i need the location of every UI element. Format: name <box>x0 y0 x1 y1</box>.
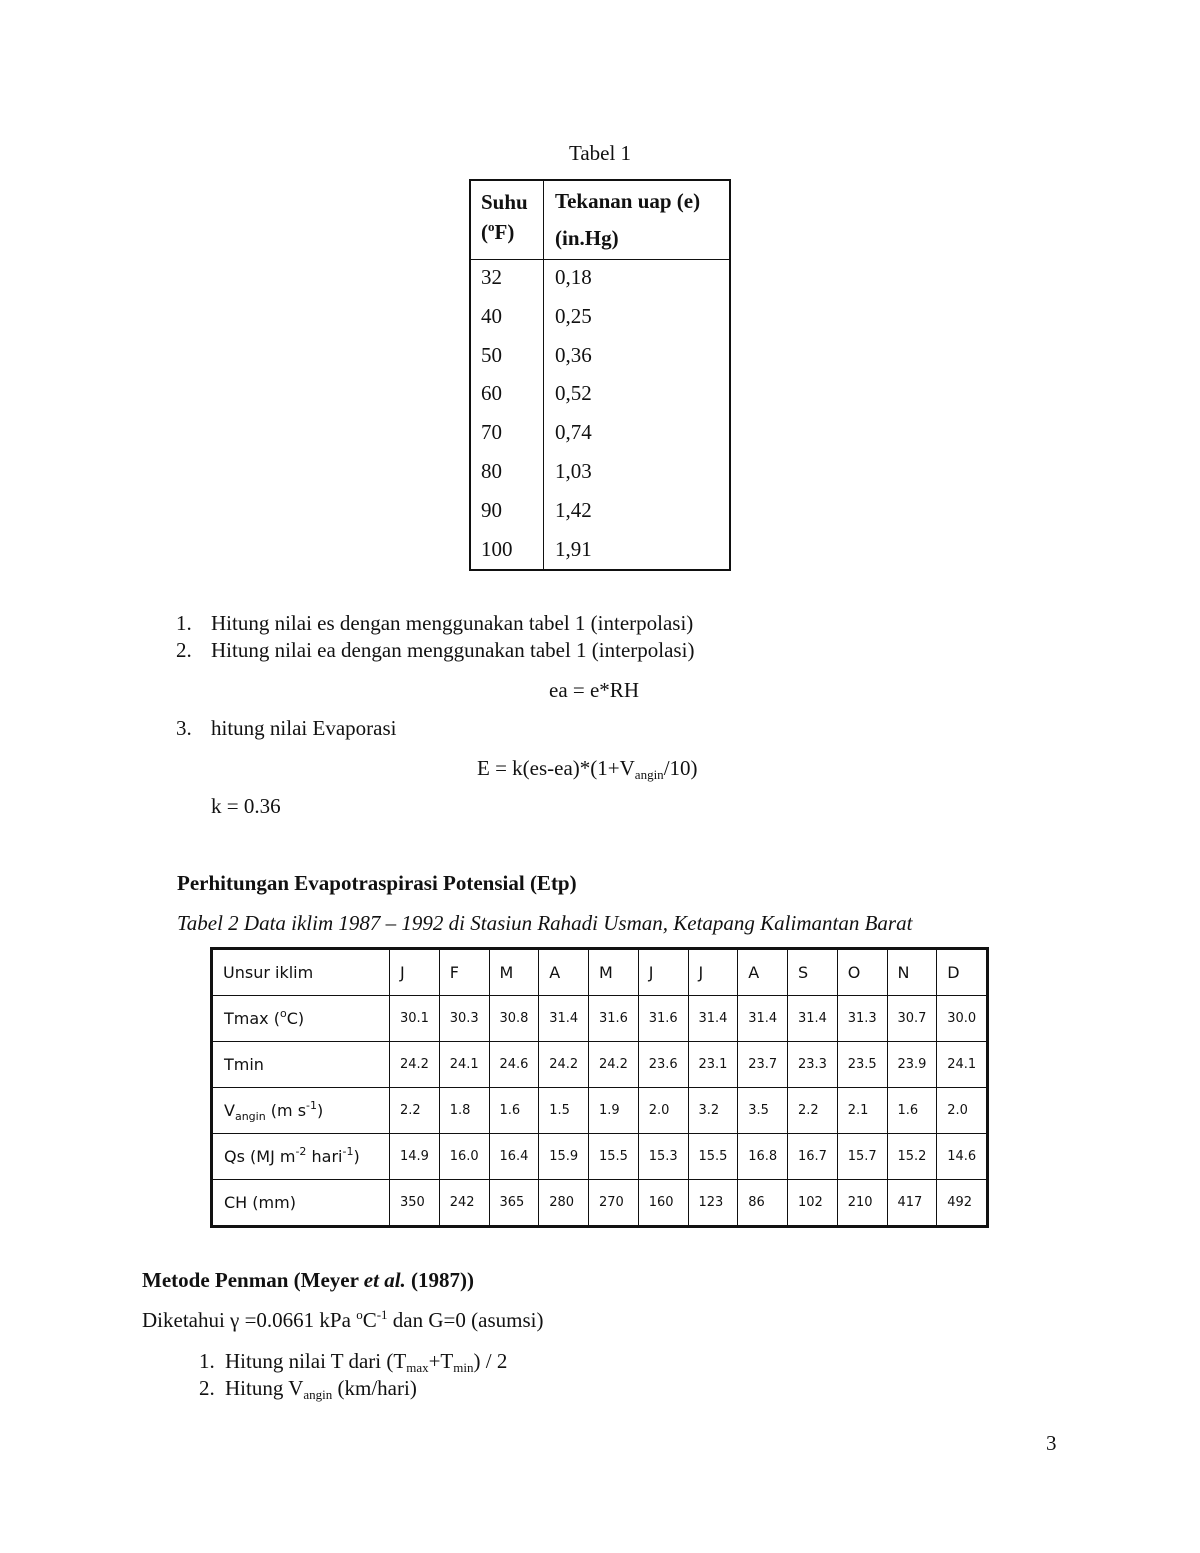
table2-cell-vangin: 1.6 <box>489 1088 539 1134</box>
table2-cell-qs: 16.4 <box>489 1134 539 1180</box>
table1-suhu-cell: 80 <box>481 459 502 483</box>
table2-cell-vangin: 2.1 <box>837 1088 887 1134</box>
table2-row-tmax <box>213 996 987 1042</box>
table1-column-divider <box>543 181 544 569</box>
table2-cell-tmax: 31.4 <box>539 996 589 1042</box>
table1-header-suhu: Suhu ($^o$F) <box>481 190 528 244</box>
table1 <box>469 179 731 571</box>
step-3-text: hitung nilai Evaporasi <box>211 716 397 740</box>
table2-cell-vangin: 1.8 <box>439 1088 489 1134</box>
table2-cell-qs: 15.7 <box>837 1134 887 1180</box>
table1-caption: Tabel 1 <box>568 141 632 165</box>
table2-header-month: A <box>539 950 589 996</box>
table2-cell-qs: 14.9 <box>390 1134 440 1180</box>
step-1-number: 1. <box>176 611 192 635</box>
table2-cell-ch: 123 <box>688 1180 738 1226</box>
table2-header-month: D <box>937 950 987 996</box>
table2-cell-qs: 16.7 <box>788 1134 838 1180</box>
table2-header-month: O <box>837 950 887 996</box>
table2-cell-tmin: 23.5 <box>837 1042 887 1088</box>
table2-cell-tmax: 31.3 <box>837 996 887 1042</box>
table2-cell-tmax: 30.8 <box>489 996 539 1042</box>
table2-header-row <box>213 950 987 996</box>
table2-cell-ch: 492 <box>937 1180 987 1226</box>
table2-cell-vangin: 3.2 <box>688 1088 738 1134</box>
table2-header-month: M <box>589 950 639 996</box>
table2-cell-tmax: 30.3 <box>439 996 489 1042</box>
table1-pressure-cell: 1,42 <box>555 497 592 522</box>
table1-suhu-cell: 32 <box>481 265 502 289</box>
table2-cell-vangin: 3.5 <box>738 1088 788 1134</box>
step-1-text: Hitung nilai es dengan menggunakan tabel 1 (interpolasi) <box>211 611 694 635</box>
table2-cell-ch: 280 <box>539 1180 589 1226</box>
table2-cell-tmax: 31.4 <box>788 996 838 1042</box>
table2-row-qs <box>213 1134 987 1180</box>
table2-cell-qs: 14.6 <box>937 1134 987 1180</box>
penman-step-2-number: 2. <box>199 1376 215 1400</box>
section-penman-heading: Metode Penman (Meyer et al. (1987)) <box>142 1268 475 1292</box>
table1-pressure-cell: 0,36 <box>555 342 592 367</box>
table2-header-month: F <box>439 950 489 996</box>
table1-suhu-cell: 40 <box>481 303 502 328</box>
formula-evaporation: $E = k(es-ea)*(1+V_{angin}/10)$ <box>477 756 698 782</box>
table2-caption: Tabel 2 Data iklim 1987 – 1992 di Stasiun Rahadi Usman, Ketapang Kalimantan Barat <box>177 911 913 935</box>
table2-cell-vangin: 2.0 <box>638 1088 688 1134</box>
table2-cell-ch: 86 <box>738 1180 788 1226</box>
table2-cell-tmin: 24.2 <box>539 1042 589 1088</box>
table2-cell-vangin: 1.5 <box>539 1088 589 1134</box>
section-etp-heading: Perhitungan Evapotraspirasi Potensial (Etp) <box>177 871 577 895</box>
table2-cell-qs: 15.2 <box>887 1134 937 1180</box>
table1-suhu-cell: 100 <box>481 536 513 561</box>
table2-cell-tmax: 31.4 <box>688 996 738 1042</box>
table2-cell-ch: 210 <box>837 1180 887 1226</box>
table2-cell-tmax: 30.7 <box>887 996 937 1042</box>
table2-cell-tmax: 30.1 <box>390 996 440 1042</box>
table2-header-month: M <box>489 950 539 996</box>
table2-cell-tmax: 31.6 <box>638 996 688 1042</box>
table2-cell-tmin: 23.7 <box>738 1042 788 1088</box>
step-3-number: 3. <box>176 716 192 740</box>
table2-header-month: S <box>788 950 838 996</box>
row-label-ch: CH (mm) <box>213 1180 390 1226</box>
table2-cell-tmin: 23.9 <box>887 1042 937 1088</box>
table2-cell-ch: 242 <box>439 1180 489 1226</box>
table1-suhu-cell: 50 <box>481 342 502 367</box>
penman-step-1-text: Hitung nilai T dari $(T_{max}+T_{min}) / 2$ <box>225 1349 508 1375</box>
table2-header-month: J <box>390 950 440 996</box>
table2-cell-tmax: 30.0 <box>937 996 987 1042</box>
table2-header-label: Unsur iklim <box>213 950 390 996</box>
table2-cell-tmin: 23.6 <box>638 1042 688 1088</box>
penman-step-2-text: Hitung $V_{angin}$ (km/hari) <box>225 1376 417 1402</box>
table2-cell-ch: 417 <box>887 1180 937 1226</box>
table2-cell-tmin: 24.2 <box>390 1042 440 1088</box>
row-label-tmin: Tmin <box>213 1042 390 1088</box>
table1-pressure-cell: 0,74 <box>555 420 592 445</box>
table2-row-ch <box>213 1180 987 1226</box>
table2-cell-qs: 16.0 <box>439 1134 489 1180</box>
table2-cell-tmin: 24.1 <box>439 1042 489 1088</box>
table2-cell-ch: 350 <box>390 1180 440 1226</box>
formula-ea: ea = e*RH <box>549 678 639 702</box>
table1-pressure-cell: 1,91 <box>555 536 592 561</box>
table2-cell-vangin: 2.2 <box>390 1088 440 1134</box>
table1-suhu-cell: 60 <box>481 381 502 406</box>
table1-header-divider <box>471 259 729 260</box>
table2-row-vangin <box>213 1088 987 1134</box>
table2-header-month: N <box>887 950 937 996</box>
table2-cell-tmax: 31.6 <box>589 996 639 1042</box>
table2-header-month: J <box>638 950 688 996</box>
penman-step-1-number: 1. <box>199 1349 215 1373</box>
table2-cell-ch: 160 <box>638 1180 688 1226</box>
table2-cell-qs: 16.8 <box>738 1134 788 1180</box>
row-label-qs: Qs (MJ $m^{-2}$ hari$^{-1}$) <box>213 1134 390 1180</box>
step-2-text: Hitung nilai ea dengan menggunakan tabel 1 (interpolasi) <box>211 638 695 662</box>
known-values: Diketahui γ =0.0661 kPa $^oC^{-1}$ dan G=0 (asumsi) <box>142 1307 544 1332</box>
table2-cell-vangin: 2.2 <box>788 1088 838 1134</box>
table2-cell-tmin: 24.6 <box>489 1042 539 1088</box>
table2-cell-tmin: 23.1 <box>688 1042 738 1088</box>
step-2-number: 2. <box>176 638 192 662</box>
table2-cell-vangin: 1.9 <box>589 1088 639 1134</box>
table2-cell-vangin: 2.0 <box>937 1088 987 1134</box>
row-label-vangin: $V_{angin}$ (m $s^{-1}$) <box>213 1088 390 1134</box>
table1-pressure-cell: 0,25 <box>555 303 592 328</box>
table2-cell-tmin: 23.3 <box>788 1042 838 1088</box>
table2-cell-qs: 15.3 <box>638 1134 688 1180</box>
page-number: 3 <box>1046 1431 1057 1455</box>
table1-pressure-cell: 0,52 <box>555 381 592 406</box>
table2-cell-ch: 365 <box>489 1180 539 1226</box>
table1-pressure-cell: 1,03 <box>555 459 592 483</box>
table2-cell-qs: 15.5 <box>589 1134 639 1180</box>
table2-row-tmin <box>213 1042 987 1088</box>
table2-cell-tmin: 24.1 <box>937 1042 987 1088</box>
table2-cell-tmax: 31.4 <box>738 996 788 1042</box>
table2-header-month: A <box>738 950 788 996</box>
table2-cell-qs: 15.9 <box>539 1134 589 1180</box>
table2 <box>210 947 989 1228</box>
table2-cell-vangin: 1.6 <box>887 1088 937 1134</box>
k-value: k = 0.36 <box>211 794 281 818</box>
table2-cell-ch: 102 <box>788 1180 838 1226</box>
table1-suhu-cell: 90 <box>481 497 502 522</box>
table2-cell-qs: 15.5 <box>688 1134 738 1180</box>
table1-suhu-cell: 70 <box>481 420 502 445</box>
table2-header-month: J <box>688 950 738 996</box>
row-label-tmax: Tmax ($^o$C) <box>213 996 390 1042</box>
table1-pressure-cell: 0,18 <box>555 265 592 289</box>
table2-cell-tmin: 24.2 <box>589 1042 639 1088</box>
table1-header-tekanan: Tekanan uap (e) (in.Hg) <box>555 189 701 250</box>
table2-cell-ch: 270 <box>589 1180 639 1226</box>
